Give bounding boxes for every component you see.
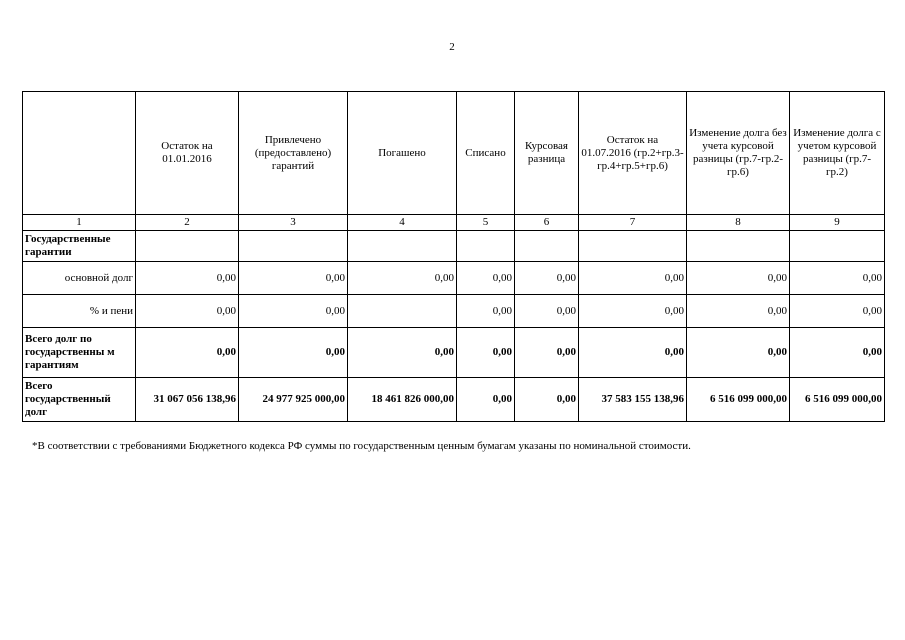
empty-cell [515, 231, 579, 262]
value-cell: 31 067 056 138,96 [136, 378, 239, 422]
table-row [23, 295, 885, 328]
column-number: 2 [136, 215, 239, 231]
value-cell: 0,00 [136, 262, 239, 295]
column-number: 1 [23, 215, 136, 231]
total-guarantees-row [23, 328, 885, 378]
column-number: 4 [348, 215, 457, 231]
empty-cell [136, 231, 239, 262]
header-cell: Списано [457, 92, 515, 215]
header-cell: Остаток на 01.07.2016 (гр.2+гр.3-гр.4+гр.5+гр.6) [579, 92, 687, 215]
value-cell: 0,00 [457, 295, 515, 328]
value-cell: 0,00 [457, 328, 515, 378]
value-cell: 0,00 [515, 295, 579, 328]
value-cell: 0,00 [239, 262, 348, 295]
value-cell: 6 516 099 000,00 [790, 378, 885, 422]
debt-table [22, 91, 885, 422]
value-cell: 18 461 826 000,00 [348, 378, 457, 422]
column-number: 5 [457, 215, 515, 231]
header-cell [23, 92, 136, 215]
value-cell: 0,00 [515, 378, 579, 422]
section-row [23, 231, 885, 262]
column-number: 6 [515, 215, 579, 231]
value-cell: 0,00 [790, 328, 885, 378]
row-label: основной долг [23, 262, 136, 295]
value-cell [348, 295, 457, 328]
column-number: 3 [239, 215, 348, 231]
value-cell: 0,00 [579, 295, 687, 328]
total-debt-label: Всего государственный долг [23, 378, 136, 422]
column-number: 8 [687, 215, 790, 231]
value-cell: 0,00 [348, 262, 457, 295]
header-cell: Погашено [348, 92, 457, 215]
total-guarantees-label: Всего долг по государственны м гарантиям [23, 328, 136, 378]
total-debt-row [23, 378, 885, 422]
column-number: 7 [579, 215, 687, 231]
value-cell: 0,00 [515, 262, 579, 295]
empty-cell [790, 231, 885, 262]
empty-cell [239, 231, 348, 262]
value-cell: 0,00 [687, 295, 790, 328]
empty-cell [687, 231, 790, 262]
value-cell: 0,00 [457, 262, 515, 295]
footnote: *В соответствии с требованиями Бюджетного кодекса РФ суммы по государственным ценным бумагам указаны по номинальной стоимости. [32, 440, 691, 452]
column-number: 9 [790, 215, 885, 231]
value-cell: 0,00 [579, 262, 687, 295]
value-cell: 0,00 [348, 328, 457, 378]
value-cell: 0,00 [579, 328, 687, 378]
empty-cell [457, 231, 515, 262]
header-cell: Курсовая разница [515, 92, 579, 215]
value-cell: 0,00 [790, 295, 885, 328]
column-number-row [23, 215, 885, 231]
header-cell: Остаток на 01.01.2016 [136, 92, 239, 215]
value-cell: 24 977 925 000,00 [239, 378, 348, 422]
header-cell: Привлечено (предоставлено) гарантий [239, 92, 348, 215]
value-cell: 0,00 [136, 328, 239, 378]
value-cell: 0,00 [687, 328, 790, 378]
page-number: 2 [449, 41, 455, 53]
header-cell: Изменение долга с учетом курсовой разницы (гр.7-гр.2) [790, 92, 885, 215]
value-cell: 37 583 155 138,96 [579, 378, 687, 422]
value-cell: 0,00 [515, 328, 579, 378]
section-label: Государственные гарантии [23, 231, 136, 262]
row-label: % и пени [23, 295, 136, 328]
empty-cell [579, 231, 687, 262]
value-cell: 0,00 [687, 262, 790, 295]
header-cell: Изменение долга без учета курсовой разницы (гр.7-гр.2-гр.6) [687, 92, 790, 215]
value-cell: 6 516 099 000,00 [687, 378, 790, 422]
value-cell: 0,00 [457, 378, 515, 422]
header-row [23, 92, 885, 215]
value-cell: 0,00 [239, 328, 348, 378]
value-cell: 0,00 [136, 295, 239, 328]
empty-cell [348, 231, 457, 262]
table-row [23, 262, 885, 295]
value-cell: 0,00 [790, 262, 885, 295]
value-cell: 0,00 [239, 295, 348, 328]
